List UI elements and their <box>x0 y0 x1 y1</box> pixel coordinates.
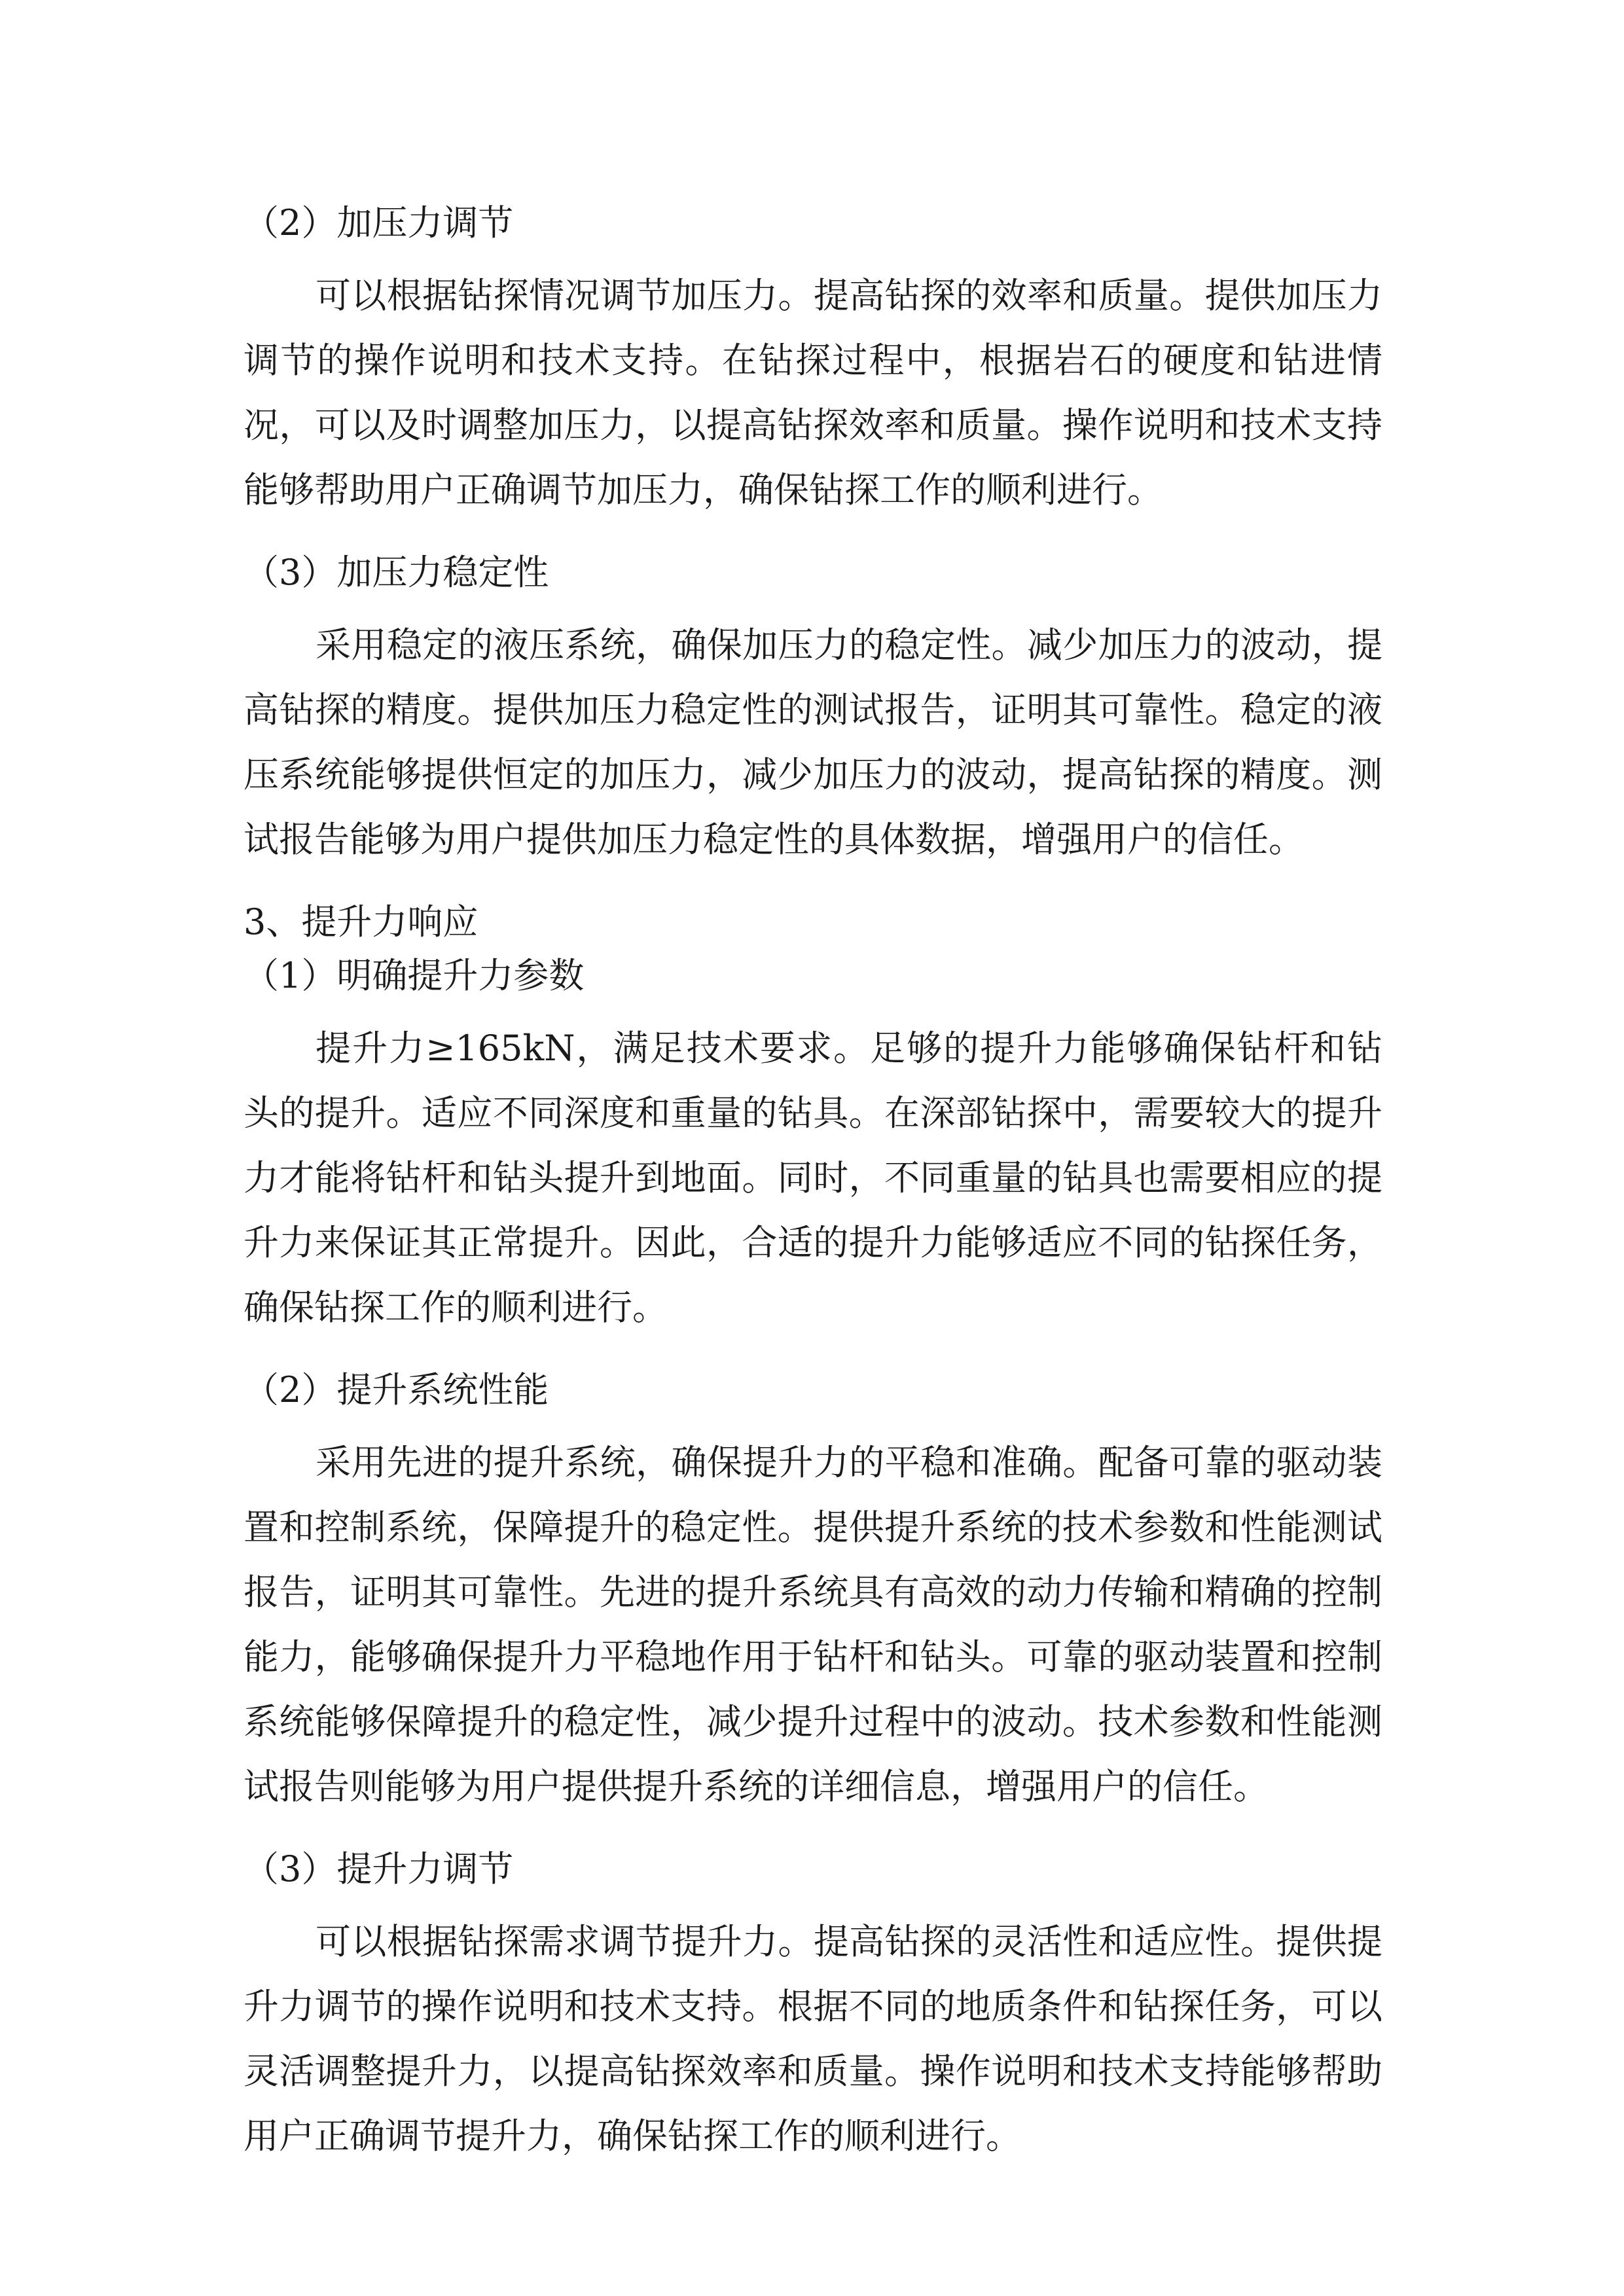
document-body <box>244 194 1382 2168</box>
chapter-title-lift-response: 3、提升力响应 <box>244 901 478 942</box>
paragraph-lift-system: 采用先进的提升系统，确保提升力的平稳和准确。配备可靠的驱动装置和控制系统，保障提升的稳定性。提供提升系统的技术参数和性能测试报告，证明其可靠性。先进的提升系统具有高效的动力传输和精确的控制能力，能够确保提升力平稳地作用于钻杆和钻头。可靠的驱动装置和控制系统能够保障提升的稳定性，减少提升过程中的波动。技术参数和性能测试报告则能够为用户提供提升系统的详细信息，增强用户的信任。 <box>244 1442 1382 1807</box>
section-heading-pressure-adjust: （2）加压力调节 <box>244 202 514 243</box>
paragraph-lift-parameters: 提升力≥165kN，满足技术要求。足够的提升力能够确保钻杆和钻头的提升。适应不同深度和重量的钻具。在深部钻探中，需要较大的提升力才能将钻杆和钻头提升到地面。同时，不同重量的钻具也需要相应的提升力来保证其正常提升。因此，合适的提升力能够适应不同的钻探任务，确保钻探工作的顺利进行。 <box>244 1028 1382 1328</box>
paragraph-pressure-stability: 采用稳定的液压系统，确保加压力的稳定性。减少加压力的波动，提高钻探的精度。提供加压力稳定性的测试报告，证明其可靠性。稳定的液压系统能够提供恒定的加压力，减少加压力的波动，提高钻探的精度。测试报告能够为用户提供加压力稳定性的具体数据，增强用户的信任。 <box>244 624 1382 860</box>
paragraph-pressure-adjust: 可以根据钻探情况调节加压力。提高钻探的效率和质量。提供加压力调节的操作说明和技术支持。在钻探过程中，根据岩石的硬度和钻进情况，可以及时调整加压力，以提高钻探效率和质量。操作说明和技术支持能够帮助用户正确调节加压力，确保钻探工作的顺利进行。 <box>244 275 1382 511</box>
section-heading-pressure-stability: （3）加压力稳定性 <box>244 552 549 593</box>
section-heading-lift-adjust: （3）提升力调节 <box>244 1848 514 1890</box>
section-heading-lift-parameters: （1）明确提升力参数 <box>244 955 585 996</box>
section-heading-lift-system: （2）提升系统性能 <box>244 1369 549 1410</box>
paragraph-lift-adjust: 可以根据钻探需求调节提升力。提高钻探的灵活性和适应性。提供提升力调节的操作说明和技术支持。根据不同的地质条件和钻探任务，可以灵活调整提升力，以提高钻探效率和质量。操作说明和技术支持能够帮助用户正确调节提升力，确保钻探工作的顺利进行。 <box>244 1921 1382 2157</box>
